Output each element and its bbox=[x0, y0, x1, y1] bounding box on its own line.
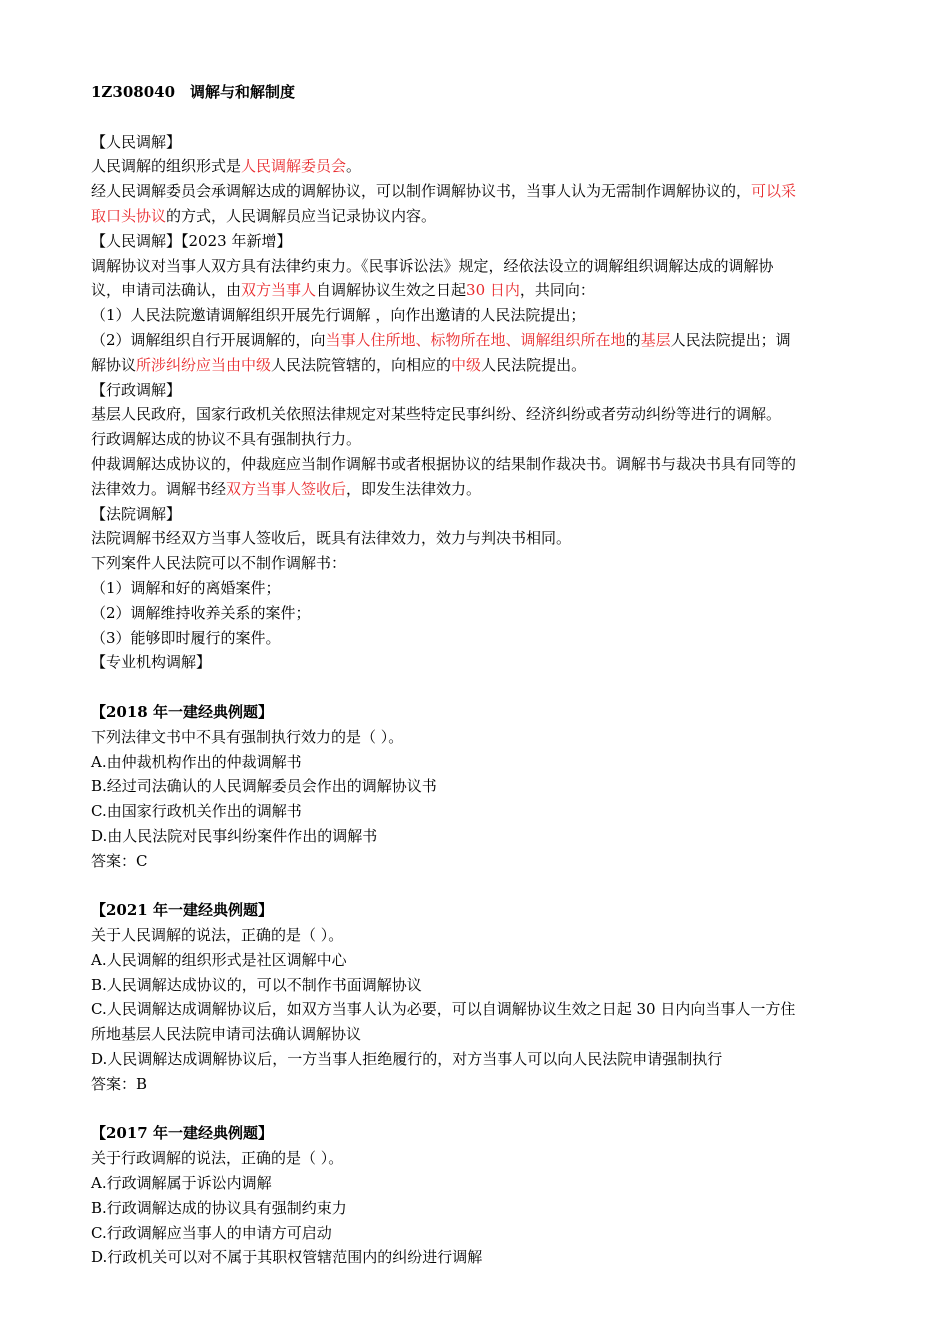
text-segment: C.由国家行政机关作出的调解书 bbox=[91, 802, 302, 821]
text-segment: 【2018 年一建经典例题】 bbox=[91, 702, 273, 721]
text-line bbox=[91, 948, 883, 973]
text-line bbox=[91, 997, 883, 1022]
text-line bbox=[91, 229, 883, 254]
document-page bbox=[91, 80, 883, 1270]
question-heading bbox=[91, 898, 883, 923]
text-segment: 法院调解书经双方当事人签收后，既具有法律效力，效力与判决书相同。 bbox=[91, 529, 572, 548]
text-segment: 的方式，人民调解员应当记录协议内容。 bbox=[166, 206, 437, 225]
text-segment: 行政调解达成的协议不具有强制执行力。 bbox=[91, 430, 362, 449]
text-segment: （2）调解组织自行开展调解的，向 bbox=[91, 330, 326, 349]
text-segment: 人民法院提出；调 bbox=[670, 330, 791, 349]
blank-line bbox=[91, 105, 883, 130]
text-segment: （1）调解和好的离婚案件； bbox=[91, 578, 281, 597]
document-body bbox=[91, 130, 883, 1271]
text-line bbox=[91, 477, 883, 502]
text-line bbox=[91, 278, 883, 303]
text-line bbox=[91, 303, 883, 328]
text-segment: 基层人民政府，国家行政机关依照法律规定对某些特定民事纠纷、经济纠纷或者劳动纠纷等进行的调解。 bbox=[91, 405, 782, 424]
text-segment: （2）调解维持收养关系的案件； bbox=[91, 603, 311, 622]
text-line bbox=[91, 1221, 883, 1246]
text-line bbox=[91, 923, 883, 948]
text-segment: A.由仲裁机构作出的仲裁调解书 bbox=[91, 752, 302, 771]
text-segment: 所地基层人民法院申请司法确认调解协议 bbox=[91, 1025, 362, 1044]
text-line bbox=[91, 402, 883, 427]
highlighted-text: 人民调解委员会 bbox=[241, 157, 347, 176]
highlighted-text: 当事人住所地、标物所在地、调解组织所在地 bbox=[325, 330, 626, 349]
text-segment: 关于人民调解的说法，正确的是（ ）。 bbox=[91, 926, 344, 945]
text-line bbox=[91, 1196, 883, 1221]
highlighted-text: 双方当事人 bbox=[241, 281, 317, 300]
text-line bbox=[91, 1072, 883, 1097]
text-segment: 法律效力。调解书经 bbox=[91, 479, 227, 498]
text-line bbox=[91, 973, 883, 998]
text-line bbox=[91, 1171, 883, 1196]
text-segment: D.人民调解达成调解协议后，一方当事人拒绝履行的，对方当事人可以向人民法院申请强制执行 bbox=[91, 1050, 723, 1069]
question-heading bbox=[91, 700, 883, 725]
text-line bbox=[91, 328, 883, 353]
text-line bbox=[91, 551, 883, 576]
text-segment: ，即发生法律效力。 bbox=[346, 479, 482, 498]
text-line bbox=[91, 1022, 883, 1047]
text-line bbox=[91, 799, 883, 824]
text-segment: 【2017 年一建经典例题】 bbox=[91, 1124, 273, 1143]
text-segment: B.经过司法确认的人民调解委员会作出的调解协议书 bbox=[91, 777, 437, 796]
text-segment: 议，申请司法确认，由 bbox=[91, 281, 242, 300]
text-segment: B.人民调解达成协议的，可以不制作书面调解协议 bbox=[91, 975, 422, 994]
text-segment: B.行政调解达成的协议具有强制约束力 bbox=[91, 1198, 347, 1217]
highlighted-text: 中级 bbox=[451, 355, 482, 374]
text-segment: 关于行政调解的说法，正确的是（ ）。 bbox=[91, 1149, 344, 1168]
text-line bbox=[91, 254, 883, 279]
text-segment: 下列案件人民法院可以不制作调解书： bbox=[91, 554, 347, 573]
highlighted-text: 取口头协议 bbox=[91, 206, 167, 225]
text-line bbox=[91, 576, 883, 601]
text-segment: 自调解协议生效之日起 bbox=[316, 281, 467, 300]
text-line bbox=[91, 1047, 883, 1072]
text-segment: 下列法律文书中不具有强制执行效力的是（ ）。 bbox=[91, 727, 404, 746]
text-segment: ，共同向： bbox=[519, 281, 595, 300]
blank-line bbox=[91, 1097, 883, 1122]
highlighted-text: 可以采 bbox=[751, 182, 797, 201]
text-segment: D.行政机关可以对不属于其职权管辖范围内的纠纷进行调解 bbox=[91, 1248, 483, 1267]
text-line bbox=[91, 130, 883, 155]
text-line bbox=[91, 650, 883, 675]
highlighted-text: 双方当事人签收后 bbox=[226, 479, 347, 498]
text-line bbox=[91, 179, 883, 204]
text-line bbox=[91, 378, 883, 403]
text-line bbox=[91, 502, 883, 527]
text-segment: 【2021 年一建经典例题】 bbox=[91, 901, 273, 920]
text-segment: 经人民调解委员会承调解达成的调解协议，可以制作调解协议书，当事人认为无需制作调解协议的， bbox=[91, 182, 752, 201]
text-line bbox=[91, 849, 883, 874]
text-line bbox=[91, 824, 883, 849]
text-segment: 人民调解的组织形式是 bbox=[91, 157, 242, 176]
text-segment: C.人民调解达成调解协议后，如双方当事人认为必要，可以自调解协议生效之日起 30 日内向当事人一方住 bbox=[91, 1000, 796, 1019]
text-line bbox=[91, 353, 883, 378]
highlighted-text: 30 日内 bbox=[466, 281, 520, 300]
text-segment: 答案：C bbox=[91, 851, 148, 870]
text-line bbox=[91, 1146, 883, 1171]
text-segment: 解协议 bbox=[91, 355, 137, 374]
text-line bbox=[91, 154, 883, 179]
text-line bbox=[91, 526, 883, 551]
text-segment: 人民法院管辖的，向相应的 bbox=[271, 355, 452, 374]
blank-line bbox=[91, 675, 883, 700]
text-line bbox=[91, 601, 883, 626]
highlighted-text: 所涉纠纷应当由中级 bbox=[136, 355, 272, 374]
text-segment: 仲裁调解达成协议的，仲裁庭应当制作调解书或者根据协议的结果制作裁决书。调解书与裁决书具有同等的 bbox=[91, 454, 797, 473]
text-line bbox=[91, 626, 883, 651]
text-line bbox=[91, 774, 883, 799]
text-segment: 答案：B bbox=[91, 1074, 148, 1093]
text-segment: D.由人民法院对民事纠纷案件作出的调解书 bbox=[91, 826, 378, 845]
text-line bbox=[91, 452, 883, 477]
blank-line bbox=[91, 874, 883, 899]
text-segment: 【专业机构调解】 bbox=[91, 653, 212, 672]
text-segment: A.人民调解的组织形式是社区调解中心 bbox=[91, 950, 347, 969]
text-segment: 【法院调解】 bbox=[91, 504, 182, 523]
text-line bbox=[91, 204, 883, 229]
text-line bbox=[91, 427, 883, 452]
text-line bbox=[91, 750, 883, 775]
text-segment: 的 bbox=[625, 330, 641, 349]
text-line bbox=[91, 725, 883, 750]
text-segment: 【人民调解】 bbox=[91, 132, 182, 151]
text-segment: 调解协议对当事人双方具有法律约束力。《民事诉讼法》规定，经依法设立的调解组织调解达成的调解协 bbox=[91, 256, 774, 275]
question-heading bbox=[91, 1121, 883, 1146]
highlighted-text: 基层 bbox=[640, 330, 671, 349]
text-segment: A.行政调解属于诉讼内调解 bbox=[91, 1174, 272, 1193]
text-segment: 。 bbox=[346, 157, 362, 176]
section-title: 1Z308040 调解与和解制度 bbox=[91, 83, 296, 101]
text-segment: （1）人民法院邀请调解组织开展先行调解 ，向作出邀请的人民法院提出； bbox=[91, 306, 586, 325]
text-segment: 人民法院提出。 bbox=[481, 355, 587, 374]
text-line bbox=[91, 1245, 883, 1270]
text-segment: 【行政调解】 bbox=[91, 380, 182, 399]
text-segment: 【人民调解】【2023 年新增】 bbox=[91, 231, 292, 250]
text-segment: （3）能够即时履行的案件。 bbox=[91, 628, 281, 647]
text-segment: C.行政调解应当事人的申请方可启动 bbox=[91, 1223, 332, 1242]
